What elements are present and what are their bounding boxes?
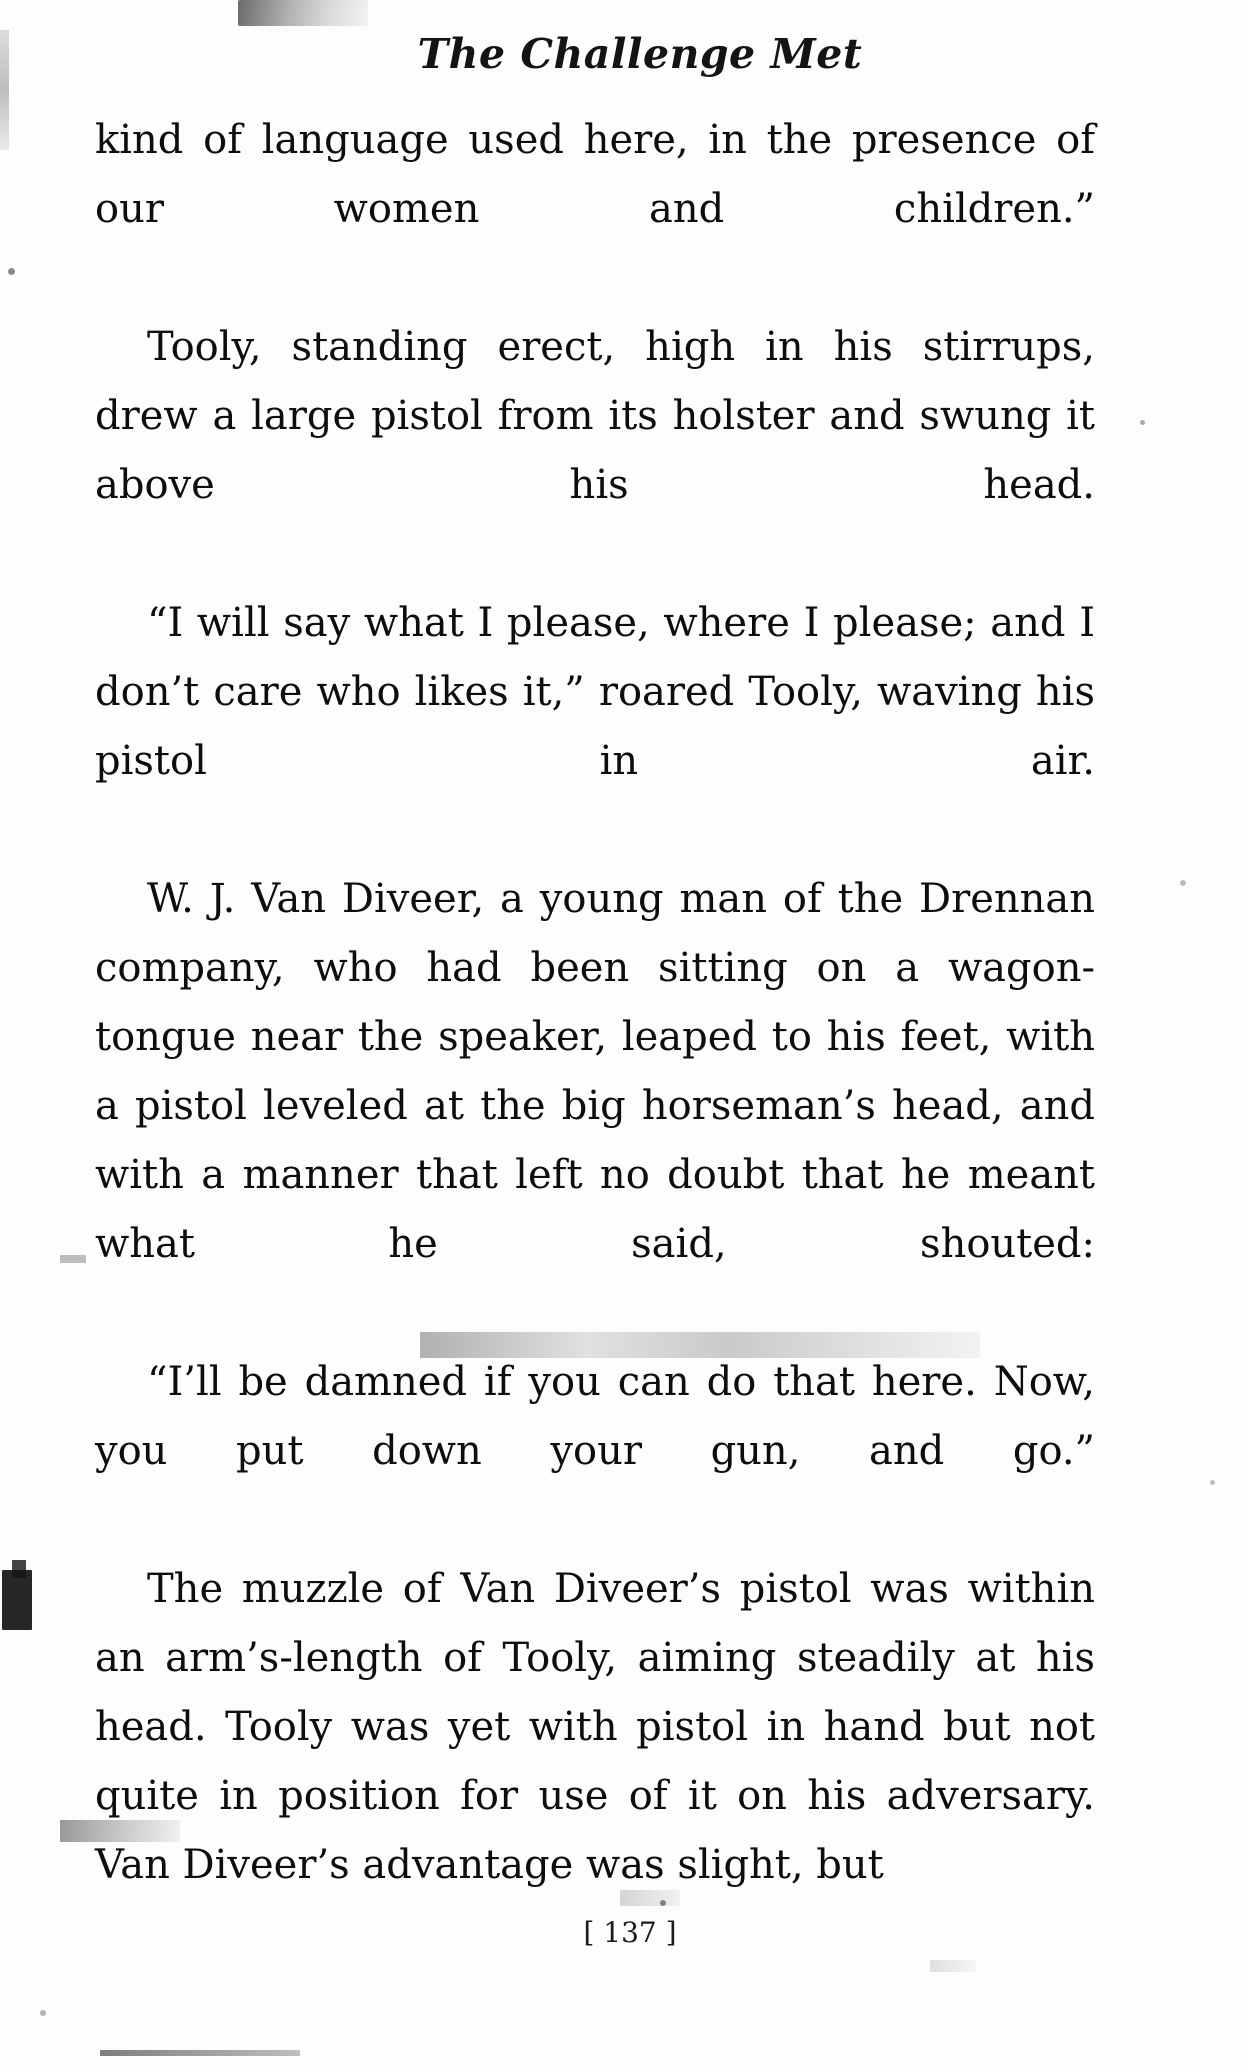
paragraph: “I’ll be damned if you can do that here. Now, you put down your gun, and go.” bbox=[95, 1359, 1095, 1474]
scan-speck-icon bbox=[930, 1960, 976, 1972]
scan-speck-icon bbox=[1210, 1480, 1215, 1485]
page-number: [ 137 ] bbox=[583, 1916, 677, 1949]
scan-speck-icon bbox=[60, 1255, 86, 1263]
scan-speck-icon bbox=[8, 268, 15, 275]
paragraph: Tooly, standing erect, high in his stirrups, drew a large pistol from its holster and swung it above his head. bbox=[95, 324, 1095, 508]
scan-ink-blot-icon bbox=[12, 1560, 26, 1578]
scan-ink-blot-icon bbox=[2, 1570, 32, 1630]
paragraph: kind of language used here, in the presence of our women and children.” bbox=[95, 117, 1095, 232]
page-content bbox=[95, 30, 1155, 1949]
scan-edge-artifact-icon bbox=[100, 2050, 300, 2056]
paragraph: The muzzle of Van Diveer’s pistol was within an arm’s-length of Tooly, aiming steadily at his head. Tooly was yet with pistol in hand but not quite in position for use of it on his adversary. Van Diveer’s advantage was slight, but bbox=[95, 1566, 1095, 1888]
scan-edge-artifact-icon bbox=[0, 30, 9, 150]
paragraph: “I will say what I please, where I please; and I don’t care who likes it,” roared Tooly, waving his pistol in air. bbox=[95, 600, 1095, 784]
running-head: The Challenge Met bbox=[417, 30, 863, 78]
body-text bbox=[95, 106, 1095, 1900]
paragraph: W. J. Van Diveer, a young man of the Drennan company, who had been sitting on a wagon-tongue near the speaker, leaped to his feet, with a pistol leveled at the big horseman’s head, and with a manner that left no doubt that he meant what he said, shouted: bbox=[95, 876, 1095, 1267]
scan-speck-icon bbox=[1180, 880, 1186, 886]
scan-smudge-icon bbox=[238, 0, 368, 26]
scan-speck-icon bbox=[40, 2010, 46, 2016]
